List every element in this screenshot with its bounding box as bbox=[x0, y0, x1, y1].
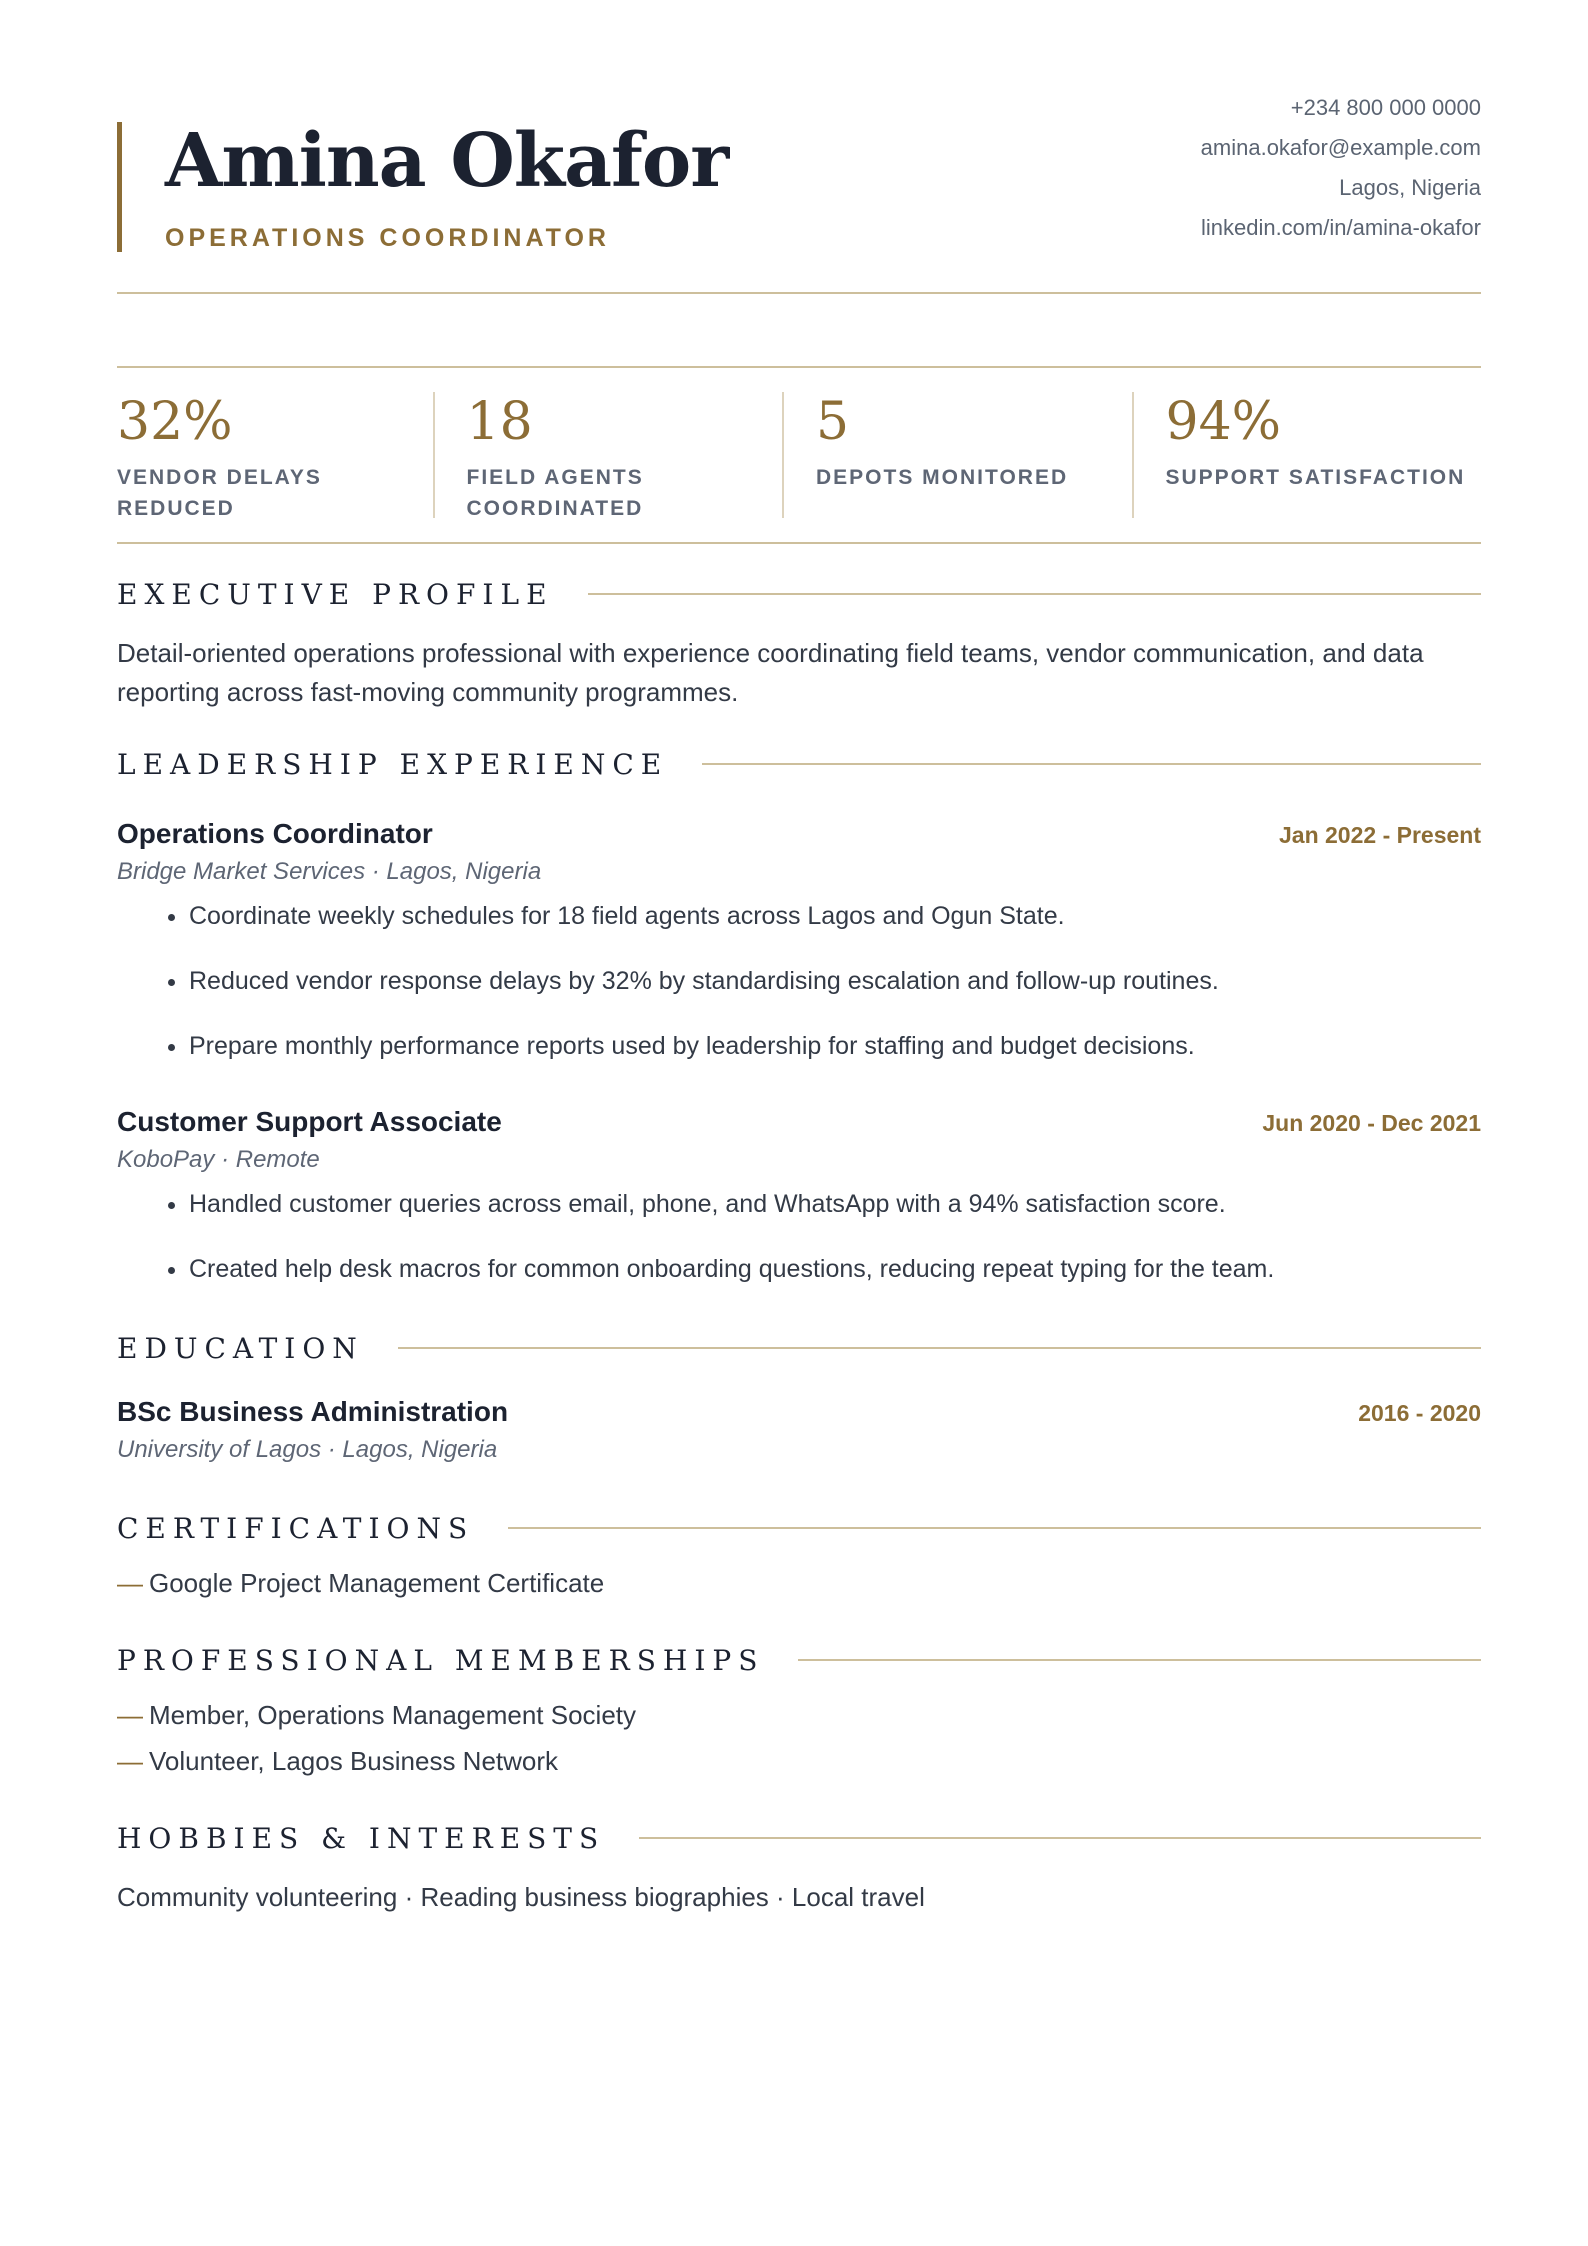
job-header bbox=[117, 1106, 1481, 1138]
certification-name: Google Project Management Certificate bbox=[149, 1568, 605, 1598]
section-title: EXECUTIVE PROFILE bbox=[117, 577, 554, 611]
section-heading bbox=[117, 1508, 1481, 1548]
section-rule bbox=[798, 1659, 1481, 1661]
name-block bbox=[117, 118, 729, 252]
stat-field-agents bbox=[433, 392, 783, 518]
stat-support-satisfaction bbox=[1132, 392, 1482, 518]
section-title: CERTIFICATIONS bbox=[117, 1511, 475, 1545]
list-item bbox=[117, 1560, 1481, 1606]
section-heading bbox=[117, 574, 1481, 614]
section-rule bbox=[508, 1527, 1481, 1529]
contact-phone: +234 800 000 0000 bbox=[1290, 95, 1481, 120]
stat-value: 32% bbox=[117, 392, 233, 452]
stat-vendor-delays bbox=[117, 392, 433, 518]
section-certifications bbox=[117, 1508, 1481, 1606]
list-item: • Prepare monthly performance reports used by leadership for staffing and budget decisions. bbox=[189, 1028, 1481, 1064]
membership-list bbox=[117, 1692, 1481, 1784]
section-experience bbox=[117, 744, 1481, 784]
stats-top-divider bbox=[117, 366, 1481, 368]
list-item: • Coordinate weekly schedules for 18 field agents across Lagos and Ogun State. bbox=[189, 898, 1481, 934]
hobbies-text: Community volunteering · Reading business biographies · Local travel bbox=[117, 1882, 925, 1912]
job-title: Operations Coordinator bbox=[117, 818, 433, 849]
job-bullets bbox=[117, 1186, 1481, 1287]
section-title: PROFESSIONAL MEMBERSHIPS bbox=[117, 1643, 765, 1677]
section-title: HOBBIES & INTERESTS bbox=[117, 1821, 606, 1855]
candidate-name: Amina Okafor bbox=[165, 118, 729, 204]
section-rule bbox=[702, 763, 1481, 765]
list-item bbox=[117, 1738, 1481, 1784]
stat-label: FIELD AGENTS COORDINATED bbox=[466, 466, 644, 520]
stat-value: 5 bbox=[816, 392, 850, 452]
stat-value: 94% bbox=[1165, 392, 1282, 452]
stats-bottom-divider bbox=[117, 542, 1481, 544]
section-heading bbox=[117, 744, 1481, 784]
section-rule bbox=[639, 1837, 1481, 1839]
list-item: • Created help desk macros for common onboarding questions, reducing repeat typing for the team. bbox=[189, 1251, 1481, 1287]
education-degree: BSc Business Administration bbox=[117, 1396, 509, 1427]
job-date: Jan 2022 - Present bbox=[1278, 822, 1481, 848]
stat-value: 18 bbox=[466, 392, 533, 452]
job-header bbox=[117, 818, 1481, 850]
header-divider bbox=[117, 292, 1481, 294]
membership-name: Member, Operations Management Society bbox=[149, 1700, 637, 1730]
stats-row bbox=[117, 392, 1481, 518]
resume-header bbox=[117, 88, 1481, 294]
section-rule bbox=[398, 1347, 1481, 1349]
section-heading bbox=[117, 1818, 1481, 1858]
job-operations-coordinator bbox=[117, 818, 1481, 1064]
education-date: 2016 - 2020 bbox=[1358, 1400, 1481, 1426]
contact-linkedin[interactable]: linkedin.com/in/amina-okafor bbox=[1200, 215, 1481, 240]
section-profile bbox=[117, 574, 1481, 712]
education-school: University of Lagos · Lagos, Nigeria bbox=[117, 1436, 498, 1463]
job-customer-support bbox=[117, 1106, 1481, 1287]
contact-info bbox=[1201, 88, 1481, 248]
section-memberships bbox=[117, 1640, 1481, 1784]
section-hobbies bbox=[117, 1818, 1481, 1917]
job-date: Jun 2020 - Dec 2021 bbox=[1262, 1110, 1481, 1136]
section-heading bbox=[117, 1328, 1481, 1368]
section-education bbox=[117, 1328, 1481, 1464]
candidate-role: OPERATIONS COORDINATOR bbox=[165, 224, 610, 252]
dash-icon: — bbox=[117, 1746, 143, 1776]
membership-name: Volunteer, Lagos Business Network bbox=[149, 1746, 559, 1776]
contact-email[interactable]: amina.okafor@example.com bbox=[1200, 135, 1481, 160]
list-item: • Handled customer queries across email, phone, and WhatsApp with a 94% satisfaction score. bbox=[189, 1186, 1481, 1222]
stat-depots bbox=[782, 392, 1132, 518]
contact-location: Lagos, Nigeria bbox=[1339, 175, 1481, 200]
list-item: • Reduced vendor response delays by 32% by standardising escalation and follow-up routines. bbox=[189, 963, 1481, 999]
section-title: LEADERSHIP EXPERIENCE bbox=[117, 747, 669, 781]
education-header bbox=[117, 1396, 1481, 1428]
section-heading bbox=[117, 1640, 1481, 1680]
stat-label: SUPPORT SATISFACTION bbox=[1165, 466, 1466, 489]
job-bullets bbox=[117, 898, 1481, 1064]
section-title: EDUCATION bbox=[117, 1331, 364, 1365]
stat-label: DEPOTS MONITORED bbox=[816, 466, 1069, 489]
list-item bbox=[117, 1692, 1481, 1738]
job-organization: Bridge Market Services · Lagos, Nigeria bbox=[117, 858, 542, 885]
stat-label: VENDOR DELAYS REDUCED bbox=[117, 466, 322, 520]
profile-text: Detail-oriented operations professional with experience coordinating field teams, vendor communication, and data reporting across fast-moving community programmes. bbox=[117, 638, 1424, 707]
dash-icon: — bbox=[117, 1568, 143, 1598]
dash-icon: — bbox=[117, 1700, 143, 1730]
certification-list bbox=[117, 1560, 1481, 1606]
job-title: Customer Support Associate bbox=[117, 1106, 502, 1137]
section-rule bbox=[588, 593, 1481, 595]
job-organization: KoboPay · Remote bbox=[117, 1146, 320, 1173]
